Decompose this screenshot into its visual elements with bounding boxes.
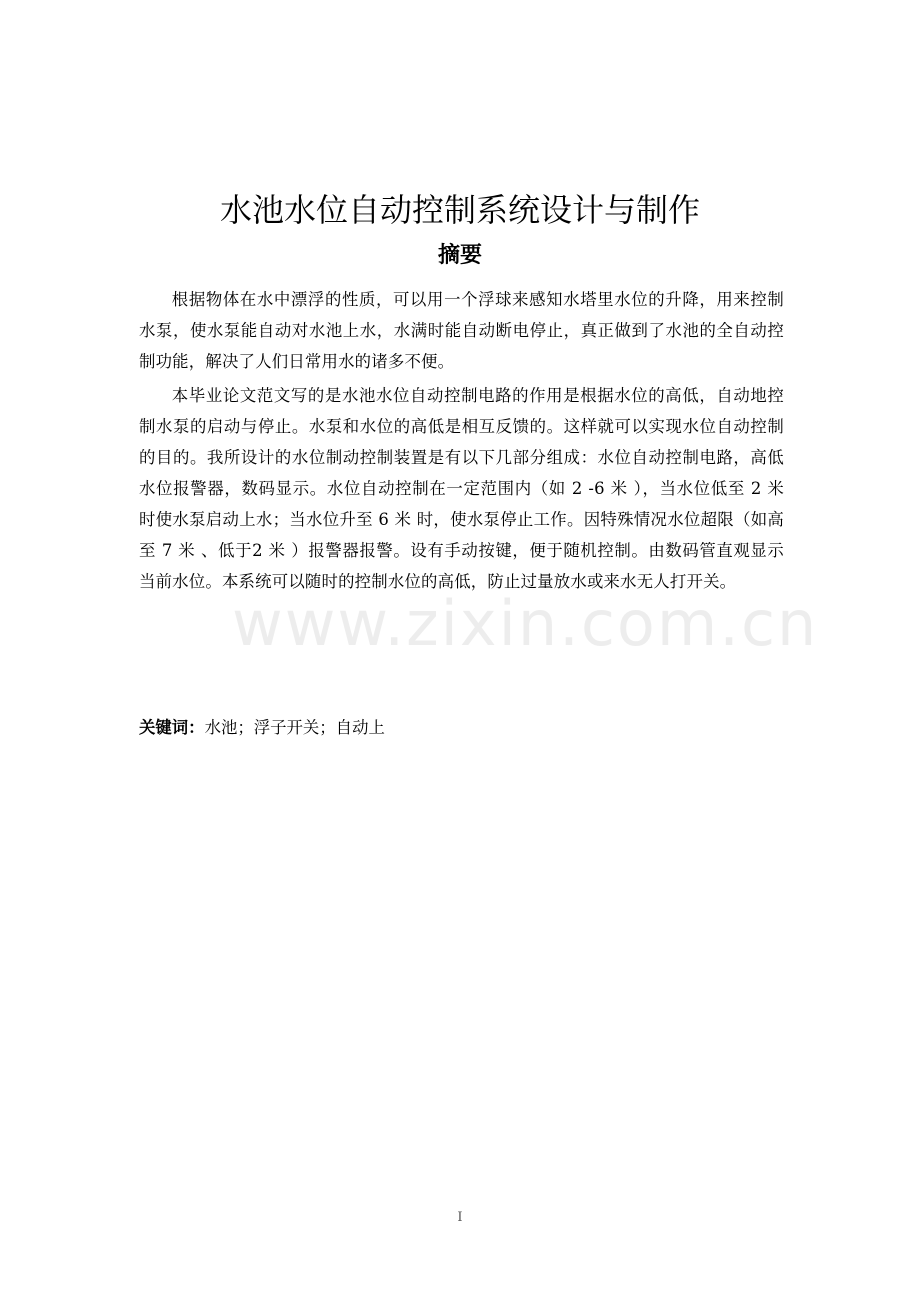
- keywords-label: 关键词：: [139, 718, 205, 737]
- abstract-body: [139, 284, 784, 600]
- keywords-line: [139, 712, 385, 743]
- abstract-paragraph-2: 本毕业论文范文写的是水池水位自动控制电路的作用是根据水位的高低，自动地控制水泵的启动与停止。水泵和水位的高低是相互反馈的。这样就可以实现水位自动控制的目的。我所设计的水位制动控制装置是有以下几部分组成：水位自动控制电路，高低水位报警器，数码显示。水位自动控制在一定范围内（如 2 -6 米 ），当水位低至 2 米 时使水泵启动上水；当水位升至 6 米 时，使水泵停止工作。因特殊情况水位超限（如高至 7 米 、低于2 米 ）报警器报警。设有手动按键，便于随机控制。由数码管直观显示当前水位。本系统可以随时的控制水位的高低，防止过量放水或来水无人打开关。: [139, 386, 784, 591]
- page-number: I: [457, 1210, 463, 1225]
- watermark: www.zixin.com.cn: [232, 587, 819, 660]
- abstract-heading: 摘要: [437, 243, 482, 268]
- keywords-value: 水池；浮子开关；自动上: [204, 718, 385, 737]
- abstract-paragraph-1: 根据物体在水中漂浮的性质，可以用一个浮球来感知水塔里水位的升降，用来控制水泵，使水泵能自动对水池上水，水满时能自动断电停止，真正做到了水池的全自动控制功能，解决了人们日常用水的诸多不便。: [139, 290, 784, 371]
- document-title: 水池水位自动控制系统设计与制作: [219, 191, 700, 229]
